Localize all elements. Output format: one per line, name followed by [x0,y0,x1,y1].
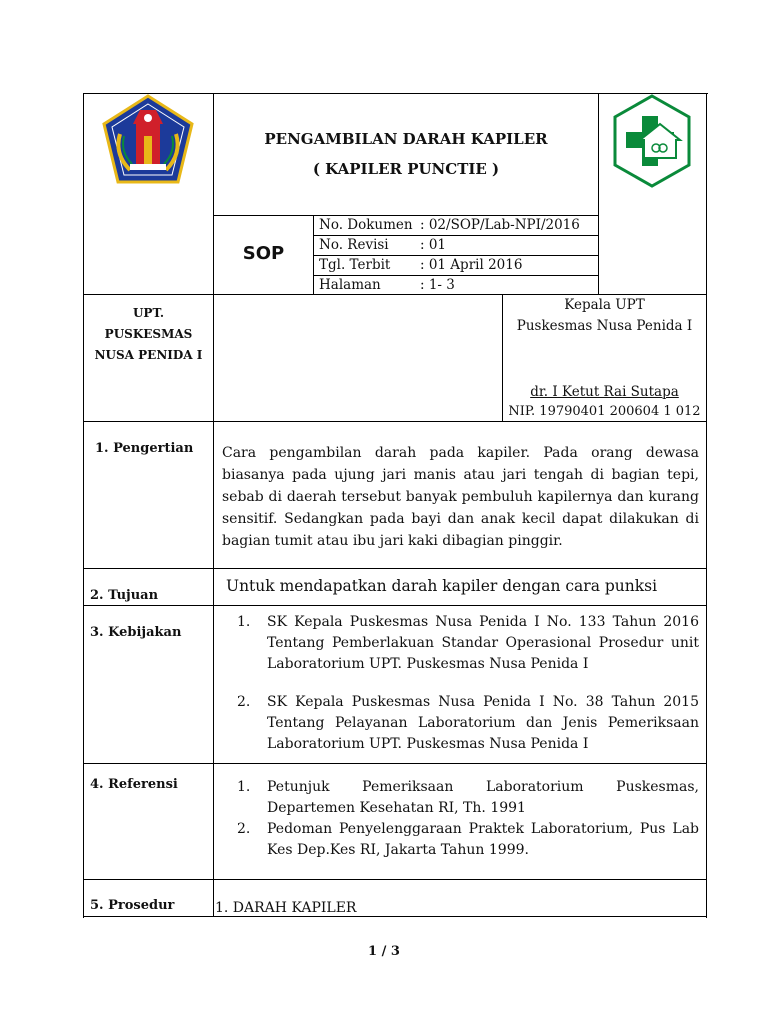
page-count-value: : 1- 3 [420,277,455,293]
page-number: 1 / 3 [368,944,400,959]
document-title-line2: ( KAPILER PUNCTIE ) [312,160,500,178]
section-tujuan-label: 2. Tujuan [90,588,159,603]
org-line3: NUSA PENIDA I [94,348,203,362]
referensi-list [237,777,699,861]
referensi-item-number: 1. [237,779,251,795]
signatory-title2: Puskesmas Nusa Penida I [516,318,693,334]
prosedur-item: 1. DARAH KAPILER [215,900,357,916]
revision-label: No. Revisi [319,237,389,253]
section-prosedur-label: 5. Prosedur [90,898,175,913]
referensi-item [237,819,699,861]
section-pengertian-text: Cara pengambilan darah pada kapiler. Pada orang dewasa biasanya pada ujung jari manis atau jari tengah di bagian tepi, sebab di daerah tersebut banyak pembuluh kapilernya dan kurang sensitif. Sedangkan pada bayi dan anak kecil dapat dilakukan di bagian tumit atau ibu jari kaki dibagian pinggir. [222,445,699,549]
document-title-line1: PENGAMBILAN DARAH KAPILER [264,130,548,148]
referensi-item-number: 2. [237,821,251,837]
org-line1: UPT. [132,306,165,320]
revision-value: : 01 [420,237,447,253]
page-count-label: Halaman [319,277,381,293]
doc-number-value: : 02/SOP/Lab-NPI/2016 [420,217,580,233]
doc-number-label: No. Dokumen [319,217,413,233]
kebijakan-item-number: 2. [237,694,251,710]
bali-province-crest-icon [100,94,196,186]
issue-date-label: Tgl. Terbit [319,257,391,273]
signatory-title1: Kepala UPT [564,297,645,313]
referensi-item-text: Pedoman Penyelenggaraan Praktek Laboratorium, Pus Lab Kes Dep.Kes RI, Jakarta Tahun 1999. [267,821,699,858]
section-pengertian-label: 1. Pengertian [95,441,194,456]
referensi-item-text: Petunjuk Pemeriksaan Laboratorium Puskesmas, Departemen Kesehatan RI, Th. 1991 [267,779,699,816]
kebijakan-item-text: SK Kepala Puskesmas Nusa Penida I No. 133 Tahun 2016 Tentang Pemberlakuan Standar Operasional Prosedur unit Laboratorium UPT. Puskesmas Nusa Penida I [267,614,699,672]
referensi-item [237,777,699,819]
signatory-nip: NIP. 19790401 200604 1 012 [508,404,701,419]
issue-date-value: : 01 April 2016 [420,257,523,273]
kebijakan-item [237,692,699,755]
section-tujuan-text: Untuk mendapatkan darah kapiler dengan cara punksi [226,577,658,595]
signatory-name: dr. I Ketut Rai Sutapa [530,384,679,400]
kebijakan-list [237,612,699,755]
kebijakan-item [237,612,699,675]
org-line2: PUSKESMAS [104,327,193,341]
section-kebijakan-label: 3. Kebijakan [90,625,182,640]
puskesmas-green-cross-icon [612,94,692,190]
kebijakan-item-text: SK Kepala Puskesmas Nusa Penida I No. 38 Tahun 2015 Tentang Pelayanan Laboratorium dan Jenis Pemeriksaan Laboratorium UPT. Puskesmas Nusa Penida I [267,694,699,752]
sop-label: SOP [242,243,285,264]
section-referensi-label: 4. Referensi [90,777,178,792]
kebijakan-item-number: 1. [237,614,251,630]
